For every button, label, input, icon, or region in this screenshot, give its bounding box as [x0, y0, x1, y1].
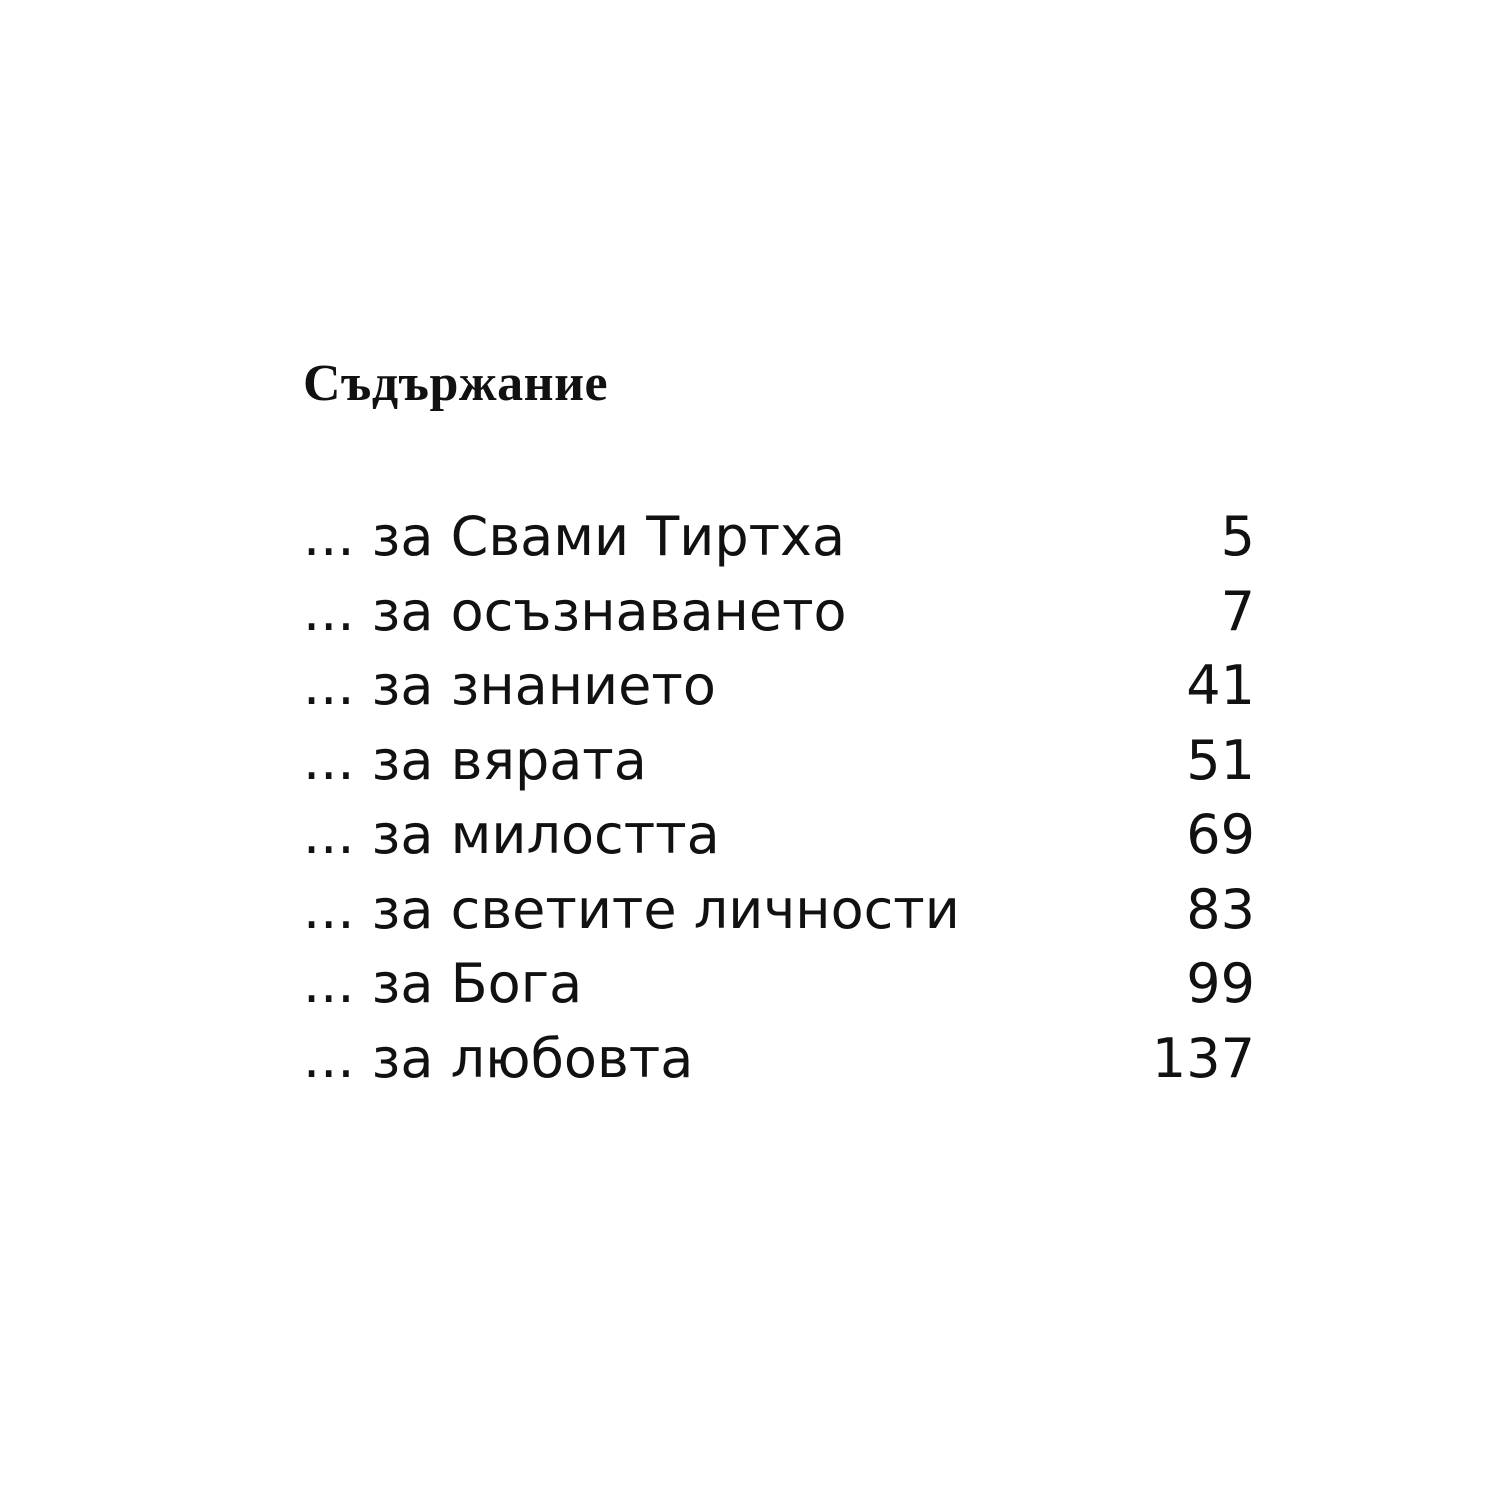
toc-entry-page: 69 — [1186, 803, 1255, 866]
toc-entry-page: 5 — [1220, 505, 1255, 568]
toc-entry — [303, 649, 1255, 724]
toc-entry-label: ... за Бога — [303, 952, 583, 1015]
toc-entry-page: 41 — [1186, 654, 1255, 717]
toc-entry — [303, 1022, 1255, 1097]
toc-entry-label: ... за любовта — [303, 1026, 694, 1090]
toc-entry-page: 137 — [1151, 1026, 1255, 1090]
toc-entry-label: ... за осъзнаването — [303, 579, 847, 643]
toc-entry — [303, 947, 1255, 1022]
toc-entry — [303, 500, 1255, 575]
table-of-contents — [303, 500, 1255, 1096]
toc-entry-label: ... за светите личности — [303, 877, 960, 941]
toc-entry — [303, 873, 1255, 948]
toc-entry-label: ... за вярата — [303, 728, 647, 792]
toc-entry — [303, 724, 1255, 799]
toc-entry-label: ... за милостта — [303, 803, 720, 866]
toc-entry-page: 7 — [1220, 579, 1255, 643]
toc-title: Съдържание — [303, 355, 609, 412]
toc-entry-label: ... за Свами Тиртха — [303, 505, 846, 568]
toc-entry — [303, 798, 1255, 873]
toc-entry — [303, 575, 1255, 650]
toc-entry-page: 51 — [1186, 728, 1255, 792]
toc-entry-label: ... за знанието — [303, 654, 716, 717]
toc-entry-page: 99 — [1186, 952, 1255, 1015]
toc-entry-page: 83 — [1186, 877, 1255, 941]
